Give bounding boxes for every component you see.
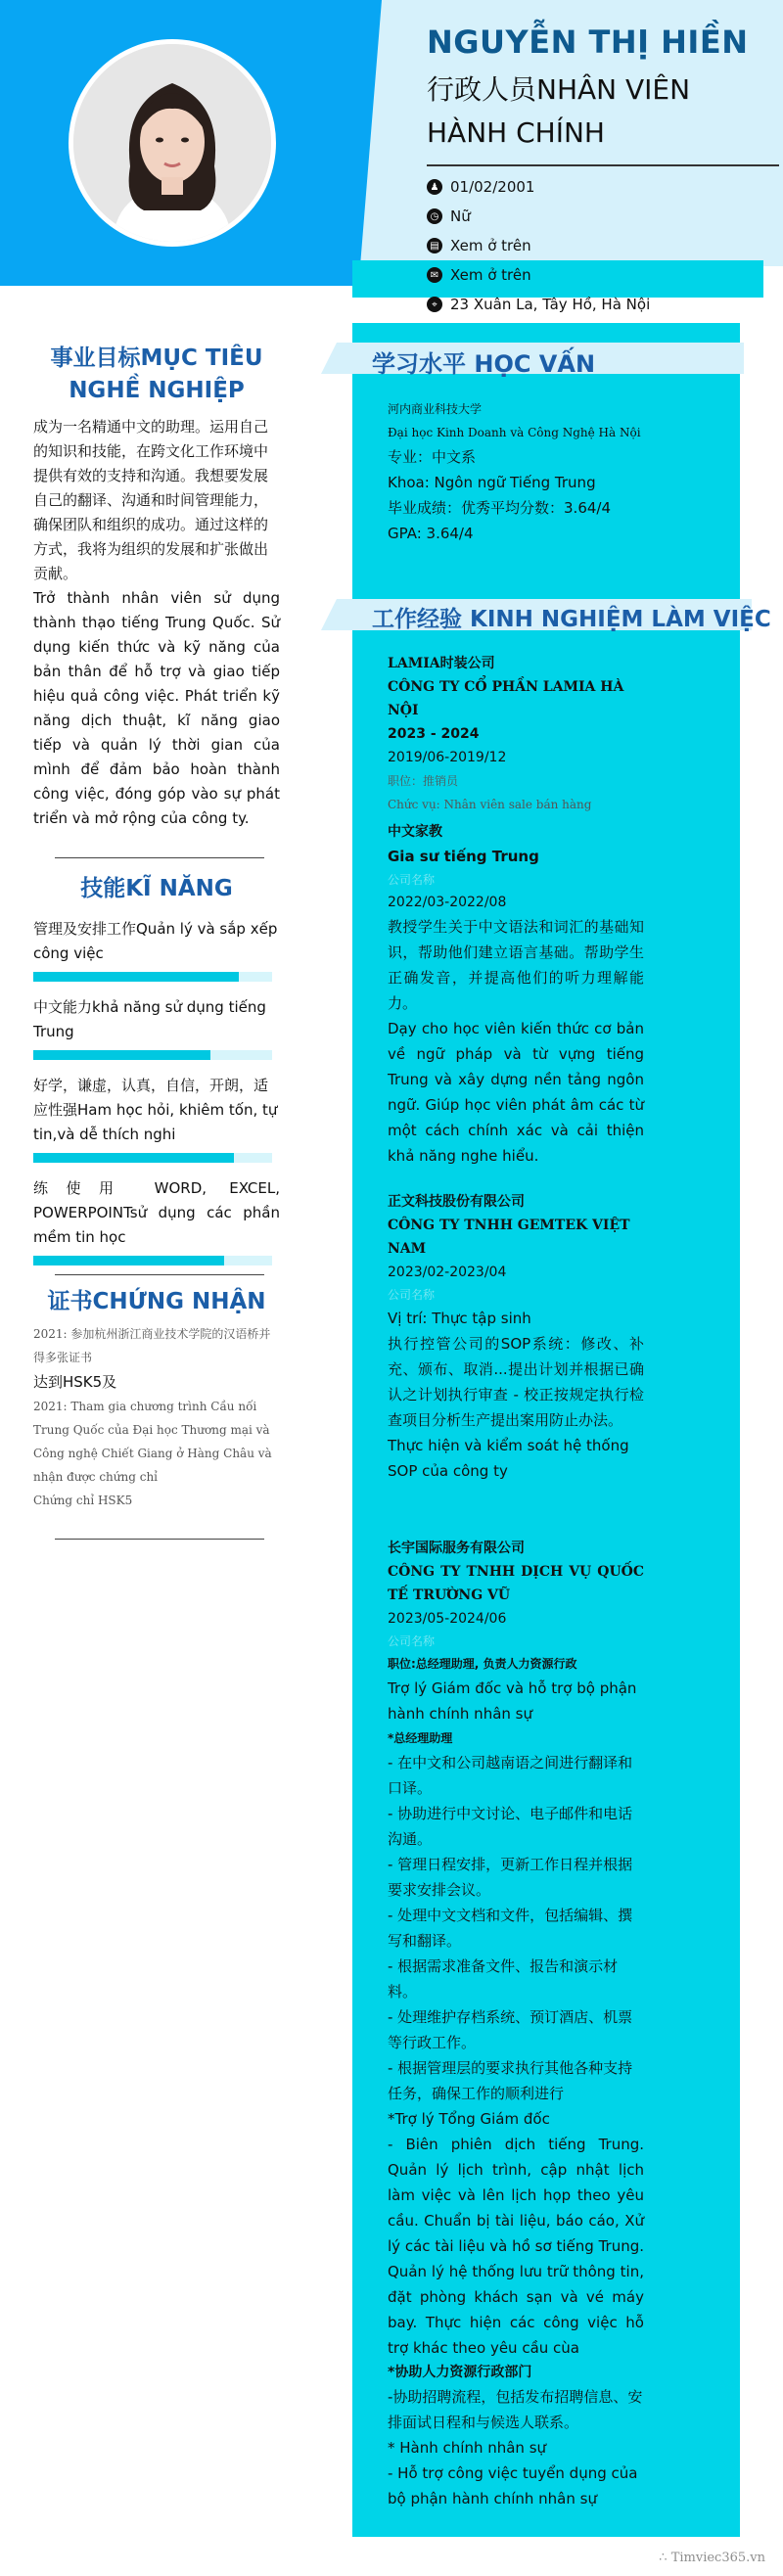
skill-item [33, 1074, 280, 1163]
job-line: - Hỗ trợ công việc tuyển dụng của bộ phận hành chính nhân sự [388, 2464, 638, 2507]
avatar [69, 39, 276, 247]
skill-item [33, 1176, 280, 1265]
education-line: Khoa: Ngôn ngữ Tiếng Trung [388, 474, 596, 491]
job-line: - 在中文和公司越南语之间进行翻译和口译。 [388, 1754, 633, 1797]
mail-icon: ✉ [427, 267, 442, 283]
skill-bar [33, 1050, 272, 1060]
education-line: 毕业成绩：优秀平均分数：3.64/4 [388, 499, 611, 517]
skill-level-fill [33, 1256, 224, 1265]
education-block [388, 397, 644, 546]
title-divider [427, 164, 779, 166]
school-name-zh: 河内商业科技大学 [388, 402, 483, 416]
job-line: *Trợ lý Tổng Giám đốc [388, 2110, 550, 2128]
job-entry [388, 820, 644, 1169]
info-email-text: Xem ở trên [450, 266, 531, 284]
profile-photo [73, 44, 271, 242]
skill-level-fill [33, 1153, 234, 1163]
job-line: Dạy cho học viên kiến thức cơ bản về ngữ pháp và từ vựng tiếng Trung và xây dựng nền tảng ngôn ngữ. Giúp học viên phát âm các từ một cách chính xác và cải thiện khả năng nghe hiểu. [388, 1020, 644, 1165]
skill-item [33, 995, 280, 1060]
objective-section [33, 343, 280, 831]
info-phone-text: Xem ở trên [450, 237, 531, 254]
job-entry [388, 1190, 644, 1484]
company-vi: Gia sư tiếng Trung [388, 848, 539, 865]
company-vi: CÔNG TY TNHH DỊCH VỤ QUỐC TẾ TRƯỜNG VŨ [388, 1564, 644, 1603]
job-title: 行政人员NHÂN VIÊN HÀNH CHÍNH [427, 73, 691, 149]
objective-text-vi: Trở thành nhân viên sử dụng thành thạo tiếng Trung Quốc. Sử dụng kiến thức và kỹ năng của bản thân để hỗ trợ và giao tiếp hiệu quả công việc. Phát triển kỹ năng dịch thuật, kĩ năng giao tiếp và quản lý thời gian của mình để đảm bảo hoàn thành công việc, đóng góp vào sự phát triển và mở rộng của công ty. [33, 589, 280, 827]
user-icon: ♟ [427, 179, 442, 195]
job-line: - 管理日程安排，更新工作日程并根据要求安排会议。 [388, 1856, 633, 1899]
job-dates: 2023/02-2023/04 [388, 1265, 507, 1280]
job-dates: 2022/03-2022/08 [388, 895, 507, 910]
cert-line: 2021: 参加杭州浙江商业技术学院的汉语桥并得多张证书 [33, 1327, 271, 1364]
info-birthdate [427, 178, 534, 196]
education-line: GPA: 3.64/4 [388, 525, 474, 542]
company-note: 公司名称 [388, 1634, 436, 1648]
skill-level-fill [33, 972, 239, 982]
company-note: 公司名称 [388, 873, 436, 887]
info-gender [427, 207, 471, 225]
job-line: Chức vụ: Nhân viên sale bán hàng [388, 798, 592, 811]
certs-section [33, 1286, 280, 1512]
company-zh: 中文家教 [388, 824, 442, 840]
job-line: - 处理维护存档系统、预订酒店、机票等行政工作。 [388, 2008, 633, 2051]
skill-level-fill [33, 1050, 210, 1060]
job-line: Thực hiện và kiểm soát hệ thống SOP của công ty [388, 1437, 629, 1480]
skill-label: 练使用 WORD, EXCEL, POWERPOINTsử dụng các phần mềm tin học [33, 1179, 280, 1246]
info-gender-text: Nữ [450, 207, 471, 225]
company-zh: 长宇国际服务有限公司 [388, 1541, 525, 1556]
job-line: * Hành chính nhân sự [388, 2439, 547, 2457]
info-phone [427, 237, 531, 254]
section-divider [55, 1539, 264, 1540]
cert-line: 达到HSK5及 [33, 1373, 117, 1391]
job-line: - 根据管理层的要求执行其他各种支持任务，确保工作的顺利进行 [388, 2059, 633, 2102]
experience-title: 工作经验 KINH NGHIỆM LÀM VIỆC [372, 607, 771, 632]
job-entry [388, 1537, 644, 2511]
section-divider [55, 1274, 264, 1275]
skill-bar [33, 972, 272, 982]
company-zh: LAMIA时装公司 [388, 656, 495, 671]
job-line: Vị trí: Thực tập sinh [388, 1310, 531, 1327]
job-line: 教授学生关于中文语法和词汇的基础知识，帮助他们建立语言基础。帮助学生正确发音，并提高他们的听力理解能力。 [388, 918, 644, 1012]
info-highlight-strip [352, 260, 763, 290]
company-vi: CÔNG TY TNHH GEMTEK VIỆT NAM [388, 1218, 630, 1257]
job-line: 执行控管公司的SOP系统：修改、补充、颁布、取消...提出计划并根据已确认之计划执行审查 - 校正按规定执行检查项目分析生产提出案用防止办法。 [388, 1335, 644, 1429]
company-note: 公司名称 [388, 1288, 436, 1302]
certs-title: 证书CHỨNG NHẬN [47, 1289, 266, 1314]
skill-bar [33, 1153, 272, 1163]
watermark: ∴ Timviec365.vn [659, 2551, 765, 2565]
info-address-text: 23 Xuân La, Tây Hồ, Hà Nội [450, 296, 651, 313]
id-icon: ▤ [427, 238, 442, 253]
job-entry [388, 652, 644, 816]
person-photo-icon [73, 44, 271, 242]
skill-label: 中文能力khả năng sử dụng tiếng Trung [33, 998, 266, 1040]
skills-section [33, 873, 280, 1265]
company-vi: CÔNG TY CỔ PHẦN LAMIA HÀ NỘI [388, 679, 624, 718]
job-line: -协助招聘流程，包括发布招聘信息、安排面试日程和与候选人联系。 [388, 2388, 643, 2431]
job-dates: 2023/05-2024/06 [388, 1611, 507, 1627]
job-line: - 根据需求准备文件、报告和演示材料。 [388, 1957, 619, 2001]
skill-item [33, 917, 280, 982]
section-divider [55, 857, 264, 858]
info-address [427, 296, 650, 313]
info-birthdate-text: 01/02/2001 [450, 178, 535, 196]
job-line: 职位：推销员 [388, 774, 459, 788]
objective-text-zh: 成为一名精通中文的助理。运用自己的知识和技能，在跨文化工作环境中提供有效的支持和沟通。我想要发展自己的翻译、沟通和时间管理能力，确保团队和组织的成功。通过这样的方式，我将为组织的发展和扩张做出贡献。 [33, 418, 269, 582]
job-line: Trợ lý Giám đốc và hỗ trợ bộ phận hành chính nhân sự [388, 1679, 637, 1723]
info-email [427, 266, 531, 284]
job-role: 职位:总经理助理, 负责人力资源行政 [388, 1657, 577, 1671]
candidate-name: NGUYỄN THỊ HIỀN [427, 23, 749, 61]
clock-icon: ◷ [427, 208, 442, 224]
skills-title: 技能KĨ NĂNG [80, 876, 233, 901]
cert-line: Chứng chỉ HSK5 [33, 1494, 133, 1507]
skill-label: 好学，谦虚，认真，自信，开朗，适应性强Ham học hỏi, khiêm tốn, tự tin,và dễ thích nghi [33, 1077, 278, 1143]
education-title: 学习水平 HỌC VẤN [372, 350, 596, 378]
job-line: *总经理助理 [388, 1731, 453, 1745]
company-zh: 正文科技股份有限公司 [388, 1194, 525, 1210]
skill-label: 管理及安排工作Quản lý và sắp xếp công việc [33, 920, 278, 962]
job-line: *协助人力资源行政部门 [388, 2365, 532, 2380]
cert-line: 2021: Tham gia chương trình Cầu nối Trung Quốc của Đại học Thương mại và Công nghệ Chiết Giang ở Hàng Châu và nhận được chứng chỉ [33, 1400, 272, 1484]
job-line: - 处理中文文档和文件，包括编辑、撰写和翻译。 [388, 1907, 633, 1950]
job-dates: 2019/06-2019/12 [388, 750, 507, 765]
watermark-text: Timviec365.vn [670, 2551, 765, 2565]
skill-bar [33, 1256, 272, 1265]
job-line: - 协助进行中文讨论、电子邮件和电话沟通。 [388, 1805, 633, 1848]
school-name-vi: Đại học Kinh Doanh và Công Nghệ Hà Nội [388, 426, 641, 439]
objective-title: 事业目标MỤC TIÊU NGHỀ NGHIỆP [50, 345, 263, 403]
education-line: 专业：中文系 [388, 448, 477, 466]
job-line: - Biên phiên dịch tiếng Trung. Quản lý lịch trình, cập nhật lịch làm việc và lên lịch họp theo yêu cầu. Chuẩn bị tài liệu, báo cáo, Xử lý các tài liệu và hồ sơ tiếng Trung. Quản lý hệ thống lưu trữ thông tin, đặt phòng khách sạn và vé máy bay. Thực hiện các công việc hỗ trợ khác theo yêu cầu cùa [388, 2136, 644, 2357]
job-period: 2023 - 2024 [388, 726, 480, 742]
location-icon: ⌖ [427, 297, 442, 312]
